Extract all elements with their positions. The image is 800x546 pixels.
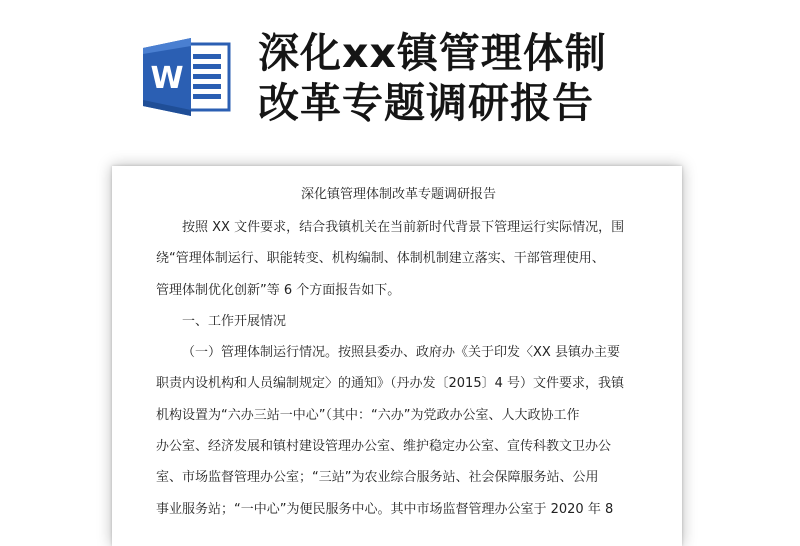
paragraph-line: 室、市场监督管理办公室；“三站”为农业综合服务站、社会保障服务站、公用: [156, 470, 599, 486]
section-heading: 一、工作开展情况: [182, 313, 287, 329]
header-banner: [0, 0, 800, 150]
paragraph-line: 机构设置为“六办三站一中心”（其中：“六办”为党政办公室、人大政协工作: [156, 407, 580, 423]
word-document-icon: [141, 36, 233, 118]
paragraph-line: （一）管理体制运行情况。按照县委办、政府办《关于印发〈XX 县镇办主要: [182, 345, 620, 361]
document-title: 深化镇管理体制改革专题调研报告: [300, 187, 496, 202]
document-body: [156, 184, 641, 525]
paragraph-line: 办公室、经济发展和镇村建设管理办公室、维护稳定办公室、宣传科教文卫办公: [156, 439, 612, 455]
word-logo-letter: W: [150, 61, 184, 96]
banner-title-line-2: 改革专题调研报告: [258, 79, 594, 127]
paragraph-line: 职责内设机构和人员编制规定〉的通知》（丹办发〔2015〕4 号）文件要求，我镇: [156, 376, 624, 392]
document-page: [112, 166, 682, 546]
banner-title-line-1: 深化xx镇管理体制: [258, 29, 607, 77]
paragraph-line: 按照 XX 文件要求，结合我镇机关在当前新时代背景下管理运行实际情况，围: [182, 220, 625, 235]
paragraph-line: 事业服务站；“一中心”为便民服务中心。其中市场监督管理办公室于 2020 年 8: [156, 501, 614, 517]
paragraph-line: 管理体制优化创新”等 6 个方面报告如下。: [156, 282, 401, 298]
paragraph-management-system: [156, 337, 641, 525]
banner-title: [258, 28, 678, 128]
paragraph-line: 绕“管理体制运行、职能转变、机构编制、体制机制建立落实、干部管理使用、: [156, 251, 605, 267]
paragraph-intro: [156, 212, 641, 306]
